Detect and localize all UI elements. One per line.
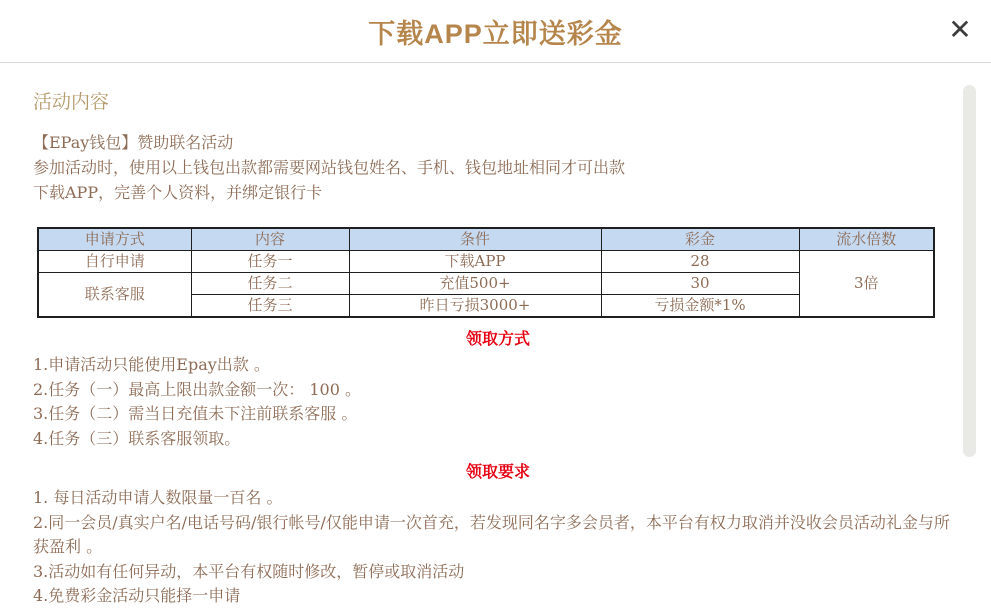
list-item: 3.活动如有任何异动，本平台有权随时修改，暂停或取消活动 <box>33 561 465 581</box>
scrollbar-thumb[interactable] <box>963 85 976 457</box>
bonus-table <box>37 227 935 318</box>
header-cell-condition: 条件 <box>349 228 601 251</box>
cell-task: 任务二 <box>191 273 349 295</box>
claim-rules-heading: 领取要求 <box>465 464 530 481</box>
modal-header <box>0 0 991 63</box>
cell-method: 自行申请 <box>38 251 191 273</box>
cell-bonus: 28 <box>601 251 799 273</box>
cell-task: 任务三 <box>191 295 349 318</box>
header-cell-bonus: 彩金 <box>601 228 799 251</box>
modal-title: 下载APP立即送彩金 <box>368 19 623 49</box>
table-row <box>38 251 934 273</box>
header-cell-content: 内容 <box>191 228 349 251</box>
close-icon: ✕ <box>948 14 972 45</box>
cell-bonus: 30 <box>601 273 799 295</box>
list-item: 4.免费彩金活动只能择一申请 <box>33 586 241 605</box>
header-cell-method: 申请方式 <box>38 228 191 251</box>
list-item: 4.任务（三）联系客服领取。 <box>33 428 241 448</box>
cell-bonus: 亏损金额*1% <box>601 295 799 318</box>
activity-intro <box>33 130 958 205</box>
table-header-row <box>38 228 934 251</box>
cell-condition: 下载APP <box>349 251 601 273</box>
claim-method-list <box>33 353 958 451</box>
claim-method-heading: 领取方式 <box>465 331 530 348</box>
intro-line: 【EPay钱包】赞助联名活动 <box>33 133 234 152</box>
close-button[interactable] <box>943 13 977 47</box>
list-item: 3.任务（二）需当日充值未下注前联系客服 。 <box>33 404 358 423</box>
list-item: 1.申请活动只能使用Epay出款 。 <box>33 355 270 374</box>
cell-method: 联系客服 <box>38 273 191 318</box>
intro-line: 参加活动时，使用以上钱包出款都需要网站钱包姓名、手机、钱包地址相同才可出款 <box>33 158 626 177</box>
header-cell-multiplier: 流水倍数 <box>799 228 934 251</box>
list-item: 2.同一会员/真实户名/电话号码/银行帐号/仅能申请一次首充，若发现同名字多会员者，本平台有权力取消并没收会员活动礼金与所获盈利 。 <box>33 512 950 556</box>
cell-condition: 充值500+ <box>349 273 601 295</box>
claim-rules-list <box>33 486 958 609</box>
cell-multiplier: 3倍 <box>799 251 934 318</box>
section-heading: 活动内容 <box>33 91 110 113</box>
modal-body <box>0 63 991 609</box>
intro-line: 下载APP，完善个人资料，并绑定银行卡 <box>33 183 323 202</box>
cell-condition: 昨日亏损3000+ <box>349 295 601 318</box>
cell-task: 任务一 <box>191 251 349 273</box>
list-item: 1. 每日活动申请人数限量一百名 。 <box>33 488 283 507</box>
list-item: 2.任务（一）最高上限出款金额一次： 100 。 <box>33 379 361 399</box>
